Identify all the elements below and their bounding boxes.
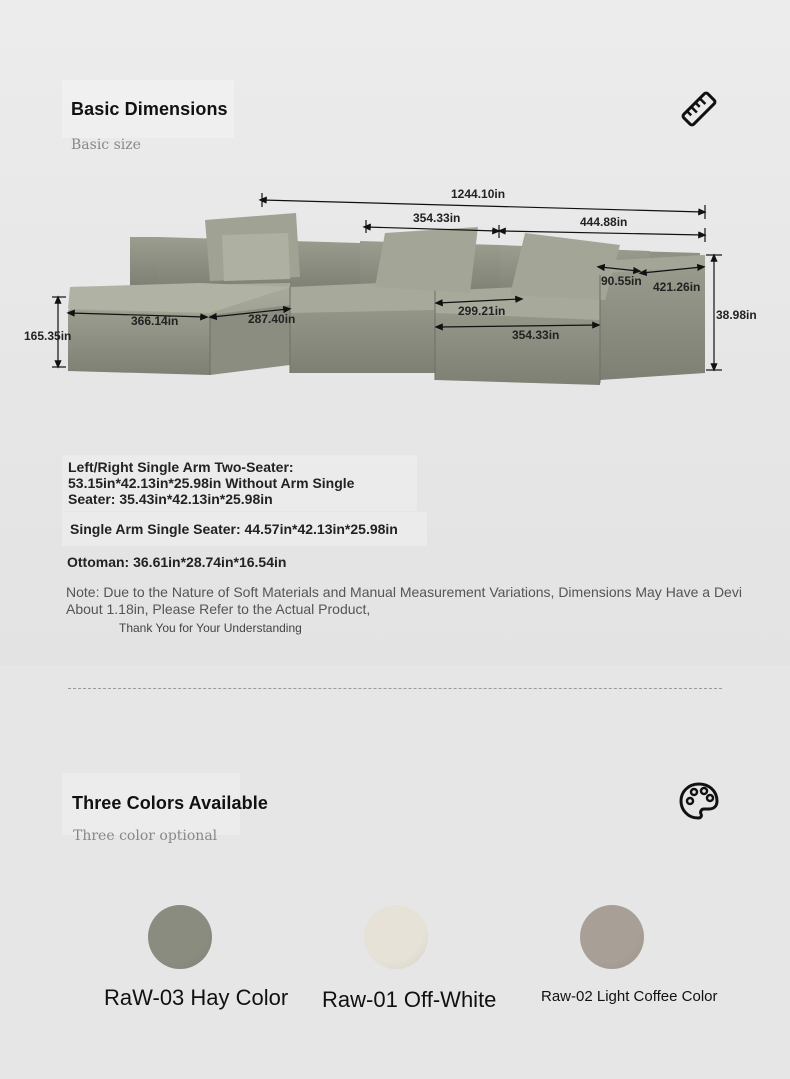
chaise-seat-label: 287.40in bbox=[248, 312, 296, 326]
ottoman-spec: Ottoman: 36.61in*28.74in*16.54in bbox=[67, 554, 287, 570]
chaise-depth-label: 165.35in bbox=[24, 329, 72, 343]
sofa-illustration bbox=[68, 213, 705, 385]
colors-section bbox=[0, 665, 790, 1079]
note-line-1: Note: Due to the Nature of Soft Materials and Manual Measurement Variations, Dimensions May Have a Devi bbox=[66, 584, 742, 600]
middle-width-label: 354.33in bbox=[413, 211, 461, 225]
right-seat-label: 354.33in bbox=[512, 328, 560, 342]
colors-title: Three Colors Available bbox=[72, 793, 268, 813]
swatch-off-white[interactable] bbox=[364, 905, 428, 969]
colors-subtitle: Three color optional bbox=[73, 828, 218, 844]
note-line-2: About 1.18in, Please Refer to the Actual Product, bbox=[66, 601, 371, 617]
swatch-label-light-coffee: Raw-02 Light Coffee Color bbox=[541, 988, 718, 1005]
dimensions-subtitle: Basic size bbox=[71, 137, 141, 153]
height-label: 38.98in bbox=[716, 308, 757, 322]
arm-width-label: 90.55in bbox=[601, 274, 642, 288]
sofa-dimension-diagram bbox=[0, 175, 790, 415]
swatch-label-hay: RaW-03 Hay Color bbox=[104, 985, 289, 1010]
two-seater-spec: Left/Right Single Arm Two-Seater: 53.15in*42.13in*25.98in Without Arm Single Seater: 35.43in*42.13in*25.98in bbox=[68, 459, 355, 507]
swatch-label-off-white: Raw-01 Off-White bbox=[322, 987, 497, 1012]
section-divider bbox=[68, 688, 722, 689]
right-width-label: 444.88in bbox=[580, 215, 628, 229]
total-length-label: 1244.10in bbox=[451, 187, 506, 201]
single-seater-spec: Single Arm Single Seater: 44.57in*42.13in*25.98in bbox=[70, 521, 398, 537]
chaise-length-label: 366.14in bbox=[131, 314, 179, 328]
dimensions-title: Basic Dimensions bbox=[71, 99, 228, 119]
thanks-text: Thank You for Your Understanding bbox=[119, 621, 302, 635]
seat-depth-label: 299.21in bbox=[458, 304, 506, 318]
swatch-light-coffee[interactable] bbox=[580, 905, 644, 969]
swatch-hay[interactable] bbox=[148, 905, 212, 969]
ruler-icon bbox=[680, 90, 718, 128]
arm-depth-label: 421.26in bbox=[653, 280, 701, 294]
palette-icon bbox=[679, 781, 719, 821]
